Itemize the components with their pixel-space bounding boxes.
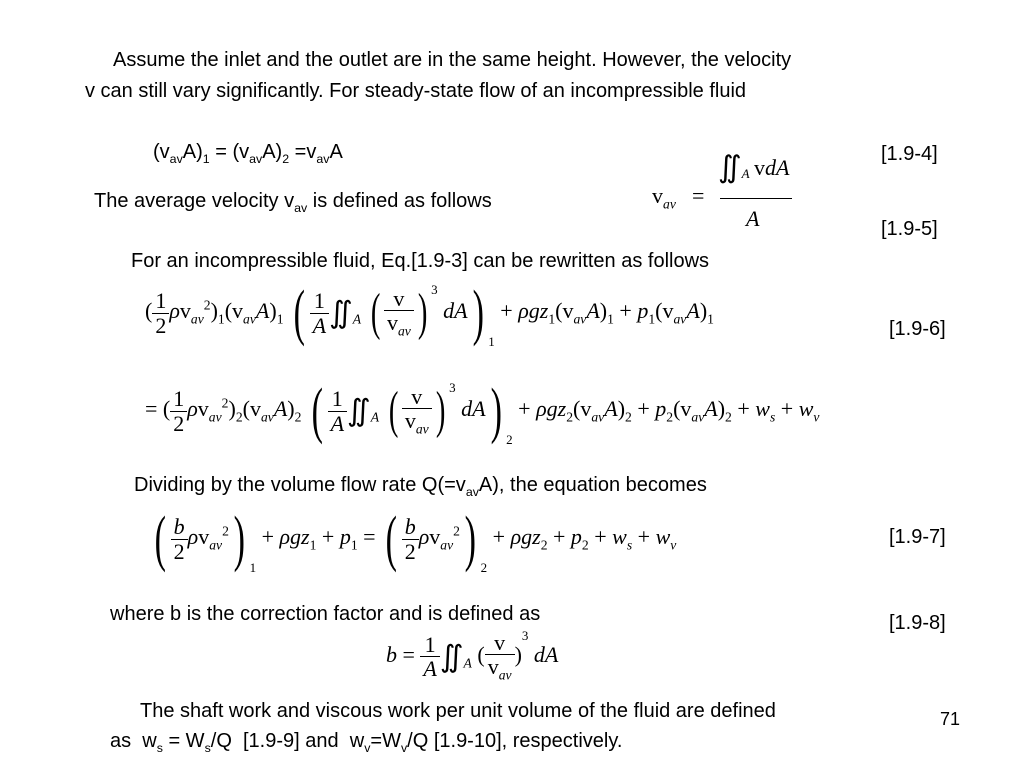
dividing-text: Dividing by the volume flow rate $Q(=v_{av}A)$, the equation becomes [134, 474, 707, 499]
equation-number-1-9-6: [1.9-6] [889, 318, 946, 340]
equation-number-1-9-7: [1.9-7] [889, 526, 946, 548]
equation-number-1-9-8: [1.9-8] [889, 612, 946, 634]
intro-line-1: Assume the inlet and the outlet are in the same height. However, the velocity [113, 49, 792, 71]
shaft-work-line-2: as $w_s = W_s/Q$ [1.9-9] and $w_v=W_v/Q$ [1.9-10], respectively. [110, 730, 623, 755]
average-velocity-text: The average velocity $v_{av}$ is defined as follows [94, 190, 492, 215]
average-velocity-formula: $v_{av}$ = $∬_A$ vdA A [650, 150, 795, 235]
equation-number-1-9-5: [1.9-5] [881, 218, 938, 240]
continuity-equation: $(v_{av}A)_1 = (v_{av}A)_2 =v_{av}A$ [153, 141, 343, 166]
energy-balance-equation-line-2: = ( $\frac{1}{2}$ $\rho v_{av}^2)_2(v_{av}A)_2$ ( $\frac{1}{A}$ $∬_A$ ( $\frac{v}{v_{av}}$ ) $^3$ dA) $_2 + \rho gz_2(v_{av}A)_2 + p_2(v_{av}A)_2 + w_s + w_v$ [145, 377, 820, 448]
correction-factor-text: where b is the correction factor and is defined as [110, 603, 541, 625]
equation-number-1-9-4: [1.9-4] [881, 143, 938, 165]
correction-factor-formula: b = $\frac{1}{A}$ $∬_A$ ( $\frac{v}{v_{av}}$ )$^3$ dA [386, 628, 559, 683]
simplified-energy-equation: ( $\frac{b}{2}$ $\rho v_{av}^2$) $_1 + \rho gz_1 + p_1$ = ( $\frac{b}{2}$ $\rho v_{av}^2$) $_2 + \rho gz_2 + p_2 + w_s + w_v$ [154, 505, 677, 576]
energy-balance-equation-line-1: ( $\frac{1}{2}$ $\rho v_{av}^2)_1(v_{av}A)_1$ ( $\frac{1}{A}$ $∬_A$ ( $\frac{v}{v_{av}}$ ) $^3$ dA) $_1 + \rho gz_1(v_{av}A)_1 + p_1(v_{av}A)_1$ [145, 279, 714, 350]
incompressible-fluid-text: For an incompressible fluid, Eq.[1.9-3] can be rewritten as follows [131, 250, 710, 272]
intro-line-2: v can still vary significantly. For steady-state flow of an incompressible fluid [85, 80, 747, 102]
page-number: 71 [940, 709, 961, 729]
shaft-work-line-1: The shaft work and viscous work per unit volume of the fluid are defined [140, 700, 776, 722]
